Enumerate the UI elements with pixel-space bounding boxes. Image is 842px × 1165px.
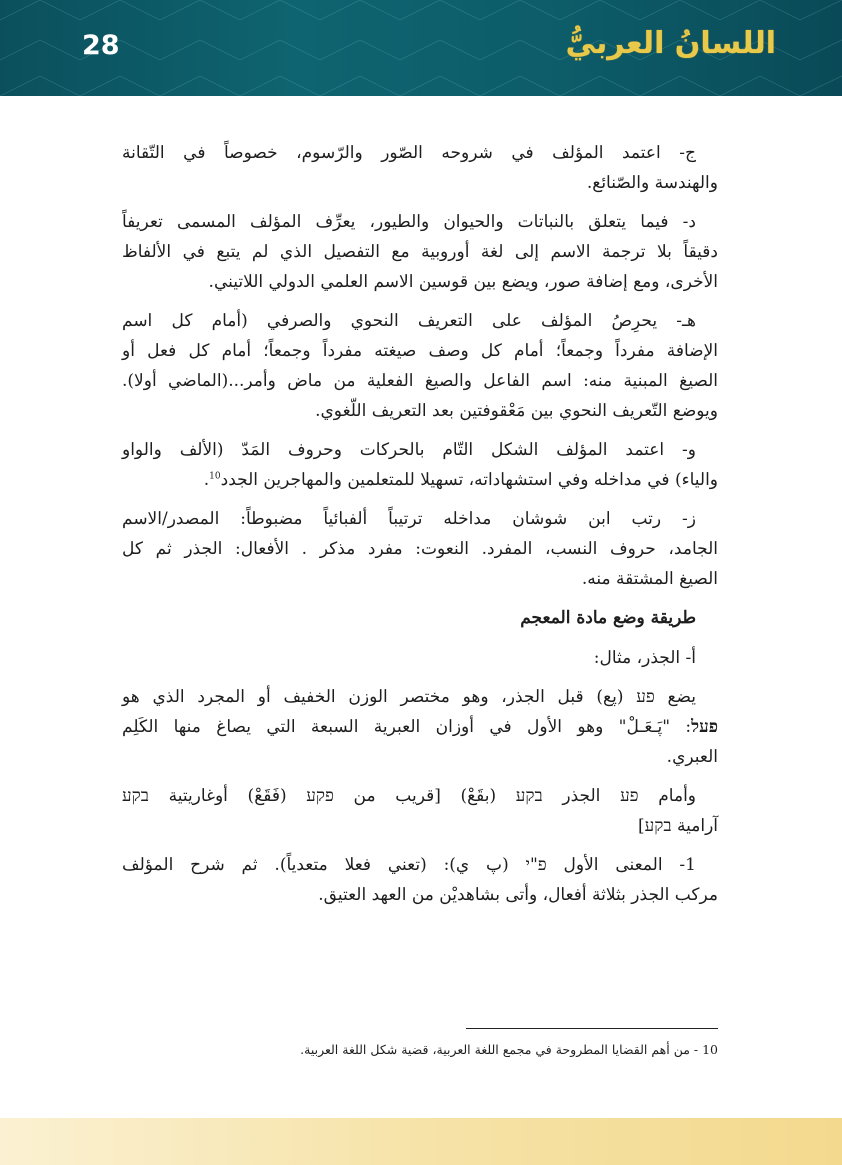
- text-line: آرامية בקע]: [638, 816, 718, 836]
- text-line: الصيغ المشتقة منه.: [581, 569, 718, 589]
- paragraph-dal: [122, 207, 718, 297]
- text-line: ز- رتب ابن شوشان مداخله ترتيباً ألفبائياً مضبوطاً: المصدر/الاسم: [122, 509, 696, 529]
- text-line: دقيقاً بلا ترجمة الاسم إلى لغة أوروبية مع التفصيل الذي لم يتبع في الألفاظ: [122, 242, 718, 262]
- text-run: .: [203, 470, 210, 490]
- section-heading: طريقة وضع مادة المعجم: [520, 608, 696, 628]
- hebrew-pattern: פעל: [691, 717, 718, 737]
- text-line: الجامد، حروف النسب، المفرد. النعوت: مفرد مذكر . الأفعال: الجذر ثم كل: [122, 539, 718, 559]
- text-line: الصيغ المبنية منه: اسم الفاعل والصيغ الفعلية من ماض وأمر...(الماضي أولا).: [122, 371, 718, 391]
- text-line: 1- المعنى الأول פ"י (پ ي): (تعني فعلا متعدياً). ثم شرح المؤلف: [122, 855, 696, 875]
- page-header: [0, 0, 842, 96]
- text-line: ج- اعتمد المؤلف في شروحه الصّور والرّسوم، خصوصاً في التّقانة: [122, 143, 696, 163]
- text-line: ويوضع التّعريف النحوي بين مَعْقوفتين بعد التعريف اللّغوي.: [315, 401, 718, 421]
- text-line: [122, 712, 718, 742]
- text-line: د- فيما يتعلق بالنباتات والحيوان والطيور، يعرِّف المؤلف المسمى تعريفاً: [122, 212, 696, 232]
- footnote-divider: [466, 1028, 718, 1029]
- text-line: هـ- يحرِصُ المؤلف على التعريف النحوي والصرفي (أمام كل اسم: [122, 311, 696, 331]
- paragraph-waw: [122, 435, 718, 495]
- text-line: والهندسة والصّنائع.: [586, 173, 718, 193]
- text-line: وأمام פע الجذر בקע (بقَعْ) [قريب من פקע (فَقَعْ) أوغاريتية בקע: [122, 786, 697, 806]
- paragraph-alif: [122, 643, 718, 673]
- text-run: والياء) في مداخله وفي استشهاداته، تسهيلا للمتعلمين والمهاجرين الجدد: [220, 470, 718, 490]
- footnote: 10 - من أهم القضايا المطروحة في مجمع اللغة العربية، قضية شكل اللغة العربية.: [300, 1042, 718, 1057]
- paragraph-one: [122, 850, 718, 910]
- text-line: العبري.: [666, 747, 718, 767]
- text-line: يضع פע (پع) قبل الجذر، وهو مختصر الوزن الخفيف أو المجرد الذي هو: [122, 687, 696, 707]
- journal-logo: اللسانُ العربيُّ: [565, 26, 776, 61]
- paragraph-jim: [122, 138, 718, 198]
- page-number: 28: [82, 30, 120, 61]
- text-line: و- اعتمد المؤلف الشكل التّام بالحركات وحروف المَدّ (الألف والواو: [122, 440, 696, 460]
- text-run: : "پَـعَـلْ" وهو الأول في أوزان العبرية السبعة التي يصاغ منها الكَلِم: [122, 717, 692, 737]
- paragraph-amam: [122, 781, 718, 841]
- text-line: الأخرى، ومع إضافة صور، ويضع بين قوسين الاسم العلمي الدولي اللاتيني.: [208, 272, 718, 292]
- footer-band: [0, 1118, 842, 1165]
- paragraph-zay: [122, 504, 718, 594]
- paragraph-ha: [122, 306, 718, 426]
- text-line: مركب الجذر بثلاثة أفعال، وأتى بشاهديْن من العهد العتيق.: [318, 885, 718, 905]
- article-body: [122, 138, 718, 919]
- paragraph-yada: [122, 682, 718, 772]
- footnote-marker[interactable]: 10: [209, 471, 221, 482]
- text-line: [122, 465, 718, 495]
- text-line: الإضافة مفرداً وجمعاً؛ أمام كل وصف صيغته مفرداً وجمعاً؛ أمام كل فعل أو: [122, 341, 718, 361]
- text-line: أ- الجذر، مثال:: [593, 648, 696, 668]
